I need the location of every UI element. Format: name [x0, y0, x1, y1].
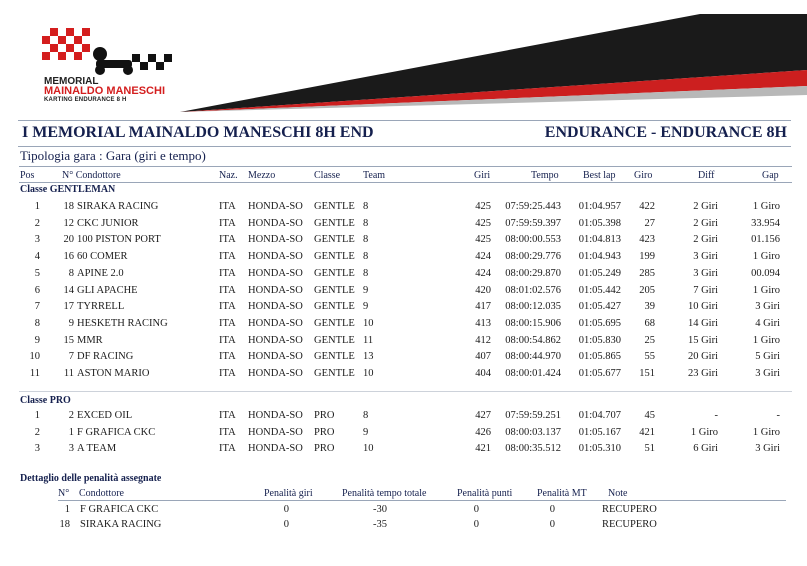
cell-bestlap: 01:05.830	[578, 334, 621, 346]
cell-giri: 427	[475, 410, 491, 421]
cell-giro: 27	[644, 217, 655, 229]
header-divider	[19, 182, 792, 183]
cell-naz: ITA	[219, 201, 236, 212]
cell-pos: 5	[34, 267, 40, 279]
pen-cell-note: RECUPERO	[602, 519, 657, 530]
cell-giri: 424	[475, 267, 491, 279]
cell-giro: 422	[639, 201, 655, 212]
col-bestlap: Best lap	[583, 170, 616, 181]
pen-cell-giri: 0	[283, 519, 289, 530]
penalties-title: Dettaglio delle penalità assegnate	[20, 473, 162, 484]
cell-classe: GENTLE	[314, 201, 355, 212]
cell-classe: GENTLE	[314, 217, 355, 229]
cell-giri: 421	[475, 443, 491, 455]
cell-classe: GENTLE	[314, 284, 355, 296]
cell-mezzo: HONDA-SO	[248, 334, 303, 346]
cell-naz: ITA	[219, 334, 236, 346]
cell-classe: GENTLE	[314, 317, 355, 329]
cell-mezzo: HONDA-SO	[248, 301, 303, 313]
cell-naz: ITA	[219, 317, 236, 329]
table-row	[0, 285, 807, 301]
cell-num: 3	[68, 443, 74, 455]
cell-name: APINE 2.0	[77, 267, 124, 279]
cell-tempo: 08:00:03.137	[505, 426, 561, 438]
cell-num: 18	[63, 201, 74, 212]
cell-giro: 205	[639, 284, 655, 296]
cell-bestlap: 01:04.707	[578, 410, 621, 421]
cell-gap: 3 Giri	[755, 443, 780, 455]
cell-naz: ITA	[219, 234, 236, 246]
cell-name: TYRRELL	[77, 301, 125, 313]
cell-mezzo: HONDA-SO	[248, 426, 303, 438]
col-giri: Giri	[474, 170, 491, 181]
logo-line-3: KARTING ENDURANCE 8 H	[44, 97, 127, 103]
cell-pos: 6	[34, 284, 40, 296]
cell-giri: 407	[475, 351, 491, 363]
cell-gap: 1 Giro	[752, 284, 780, 296]
cell-giro: 285	[639, 267, 655, 279]
col-tempo: Tempo	[531, 170, 559, 181]
pen-col-tempo: Penalità tempo totale	[342, 488, 427, 499]
cell-team: 10	[363, 443, 374, 455]
cell-giro: 55	[644, 351, 655, 363]
cell-pos: 8	[34, 317, 40, 329]
pen-cell-tempo: -35	[373, 519, 387, 530]
cell-bestlap: 01:05.310	[578, 443, 621, 455]
cell-giro: 423	[639, 234, 655, 246]
cell-giro: 25	[644, 334, 655, 346]
class-label: Classe PRO	[20, 395, 71, 406]
cell-mezzo: HONDA-SO	[248, 267, 303, 279]
cell-name: 100 PISTON PORT	[77, 234, 161, 246]
cell-diff: 2 Giri	[693, 234, 718, 246]
pen-col-note: Note	[608, 488, 628, 499]
col-diff: Diff	[698, 170, 715, 181]
cell-diff: 7 Giri	[693, 284, 718, 296]
cell-giri: 426	[475, 426, 491, 438]
cell-gap: 33.954	[751, 217, 780, 229]
cell-num: 15	[63, 334, 74, 346]
pen-cell-tempo: -30	[373, 504, 387, 515]
cell-mezzo: HONDA-SO	[248, 317, 303, 329]
cell-tempo: 08:00:29.776	[505, 251, 561, 263]
cell-giri: 424	[475, 251, 491, 263]
cell-tempo: 08:00:12.035	[505, 301, 561, 313]
penalties-divider	[58, 500, 786, 501]
logo-line-1: MEMORIAL	[44, 76, 99, 87]
cell-mezzo: HONDA-SO	[248, 234, 303, 246]
cell-diff: 23 Giri	[687, 368, 718, 379]
table-row	[0, 410, 807, 426]
cell-name: HESKETH RACING	[77, 317, 168, 329]
cell-name: F GRAFICA CKC	[77, 426, 156, 438]
pen-cell-mt: 0	[549, 504, 555, 515]
cell-bestlap: 01:05.677	[578, 368, 621, 379]
cell-pos: 9	[34, 334, 40, 346]
pen-cell-mt: 0	[549, 519, 555, 530]
col-giro: Giro	[634, 170, 653, 181]
table-row	[0, 318, 807, 334]
table-row	[0, 351, 807, 367]
cell-gap: -	[776, 410, 780, 421]
cell-team: 11	[363, 334, 374, 346]
cell-mezzo: HONDA-SO	[248, 351, 303, 363]
col-classe: Classe	[314, 170, 341, 181]
cell-name: DF RACING	[77, 351, 134, 363]
cell-diff: 3 Giri	[693, 267, 718, 279]
pen-cell-driver: F GRAFICA CKC	[80, 504, 159, 515]
table-row	[0, 218, 807, 234]
cell-tempo: 08:00:54.862	[505, 334, 561, 346]
pen-cell-note: RECUPERO	[602, 504, 657, 515]
pen-cell-giri: 0	[283, 504, 289, 515]
cell-giro: 45	[644, 410, 655, 421]
cell-gap: 01.156	[751, 234, 780, 246]
event-title: I MEMORIAL MAINALDO MANESCHI 8H END	[22, 124, 374, 141]
cell-giro: 51	[644, 443, 655, 455]
table-row	[0, 335, 807, 351]
cell-giro: 68	[644, 317, 655, 329]
cell-num: 17	[63, 301, 74, 313]
cell-team: 8	[363, 217, 369, 229]
cell-num: 8	[68, 267, 74, 279]
cell-naz: ITA	[219, 267, 236, 279]
cell-pos: 2	[34, 217, 40, 229]
cell-giro: 199	[639, 251, 655, 263]
pen-cell-num: 18	[59, 519, 70, 530]
cell-classe: GENTLE	[314, 301, 355, 313]
cell-team: 9	[363, 426, 369, 438]
cell-team: 9	[363, 301, 369, 313]
cell-mezzo: HONDA-SO	[248, 251, 303, 263]
cell-naz: ITA	[219, 443, 236, 455]
cell-tempo: 08:00:35.512	[505, 443, 561, 455]
race-type: Tipologia gara : Gara (giri e tempo)	[19, 148, 792, 167]
cell-name: A TEAM	[77, 443, 117, 455]
cell-classe: GENTLE	[314, 251, 355, 263]
cell-giri: 420	[475, 284, 491, 296]
cell-pos: 1	[34, 201, 40, 212]
cell-tempo: 08:00:01.424	[505, 368, 561, 379]
cell-giri: 412	[475, 334, 491, 346]
cell-diff: 15 Giri	[687, 334, 718, 346]
cell-naz: ITA	[219, 410, 236, 421]
cell-team: 8	[363, 201, 369, 212]
cell-tempo: 08:00:29.870	[505, 267, 561, 279]
cell-diff: 14 Giri	[687, 317, 718, 329]
cell-giro: 151	[639, 368, 655, 379]
cell-diff: 1 Giro	[690, 426, 718, 438]
cell-team: 10	[363, 317, 374, 329]
cell-giro: 39	[644, 301, 655, 313]
cell-name: SIRAKA RACING	[77, 201, 159, 212]
col-pos: Pos	[20, 170, 35, 181]
cell-classe: GENTLE	[314, 334, 355, 346]
cell-gap: 3 Giri	[755, 301, 780, 313]
cell-classe: PRO	[314, 443, 335, 455]
cell-giri: 425	[475, 201, 491, 212]
cell-team: 13	[363, 351, 374, 363]
table-row	[0, 443, 807, 459]
pen-col-punti: Penalità punti	[457, 488, 513, 499]
cell-team: 9	[363, 284, 369, 296]
cell-tempo: 07:59:59.397	[505, 217, 561, 229]
cell-mezzo: HONDA-SO	[248, 410, 303, 421]
cell-mezzo: HONDA-SO	[248, 284, 303, 296]
cell-pos: 1	[34, 410, 40, 421]
cell-num: 14	[63, 284, 74, 296]
table-row	[0, 268, 807, 284]
cell-gap: 3 Giri	[755, 368, 780, 379]
cell-bestlap: 01:05.865	[578, 351, 621, 363]
cell-bestlap: 01:05.249	[578, 267, 621, 279]
cell-classe: PRO	[314, 410, 335, 421]
pen-col-mt: Penalità MT	[537, 488, 587, 499]
cell-mezzo: HONDA-SO	[248, 368, 303, 379]
cell-classe: PRO	[314, 426, 335, 438]
cell-bestlap: 01:05.695	[578, 317, 621, 329]
cell-bestlap: 01:04.957	[578, 201, 621, 212]
cell-gap: 1 Giro	[752, 251, 780, 263]
cell-pos: 7	[34, 301, 40, 313]
cell-gap: 1 Giro	[752, 426, 780, 438]
table-row	[0, 234, 807, 250]
cell-diff: 3 Giri	[693, 251, 718, 263]
col-mezzo: Mezzo	[248, 170, 276, 181]
col-naz: Naz.	[219, 170, 238, 181]
cell-diff: -	[714, 410, 718, 421]
cell-naz: ITA	[219, 351, 236, 363]
cell-name: CKC JUNIOR	[77, 217, 139, 229]
cell-name: GLI APACHE	[77, 284, 138, 296]
cell-bestlap: 01:05.167	[578, 426, 621, 438]
cell-name: MMR	[77, 334, 103, 346]
cell-giri: 413	[475, 317, 491, 329]
cell-tempo: 08:00:15.906	[505, 317, 561, 329]
cell-num: 2	[68, 410, 74, 421]
cell-bestlap: 01:05.442	[578, 284, 621, 296]
cell-pos: 10	[29, 351, 40, 363]
cell-classe: GENTLE	[314, 351, 355, 363]
cell-tempo: 08:00:44.970	[505, 351, 561, 363]
cell-pos: 2	[34, 426, 40, 438]
cell-bestlap: 01:04.813	[578, 234, 621, 246]
cell-tempo: 08:01:02.576	[505, 284, 561, 296]
cell-giri: 425	[475, 234, 491, 246]
cell-diff: 6 Giri	[693, 443, 718, 455]
pen-cell-num: 1	[64, 504, 70, 515]
cell-gap: 5 Giri	[755, 351, 780, 363]
cell-num: 16	[63, 251, 74, 263]
cell-naz: ITA	[219, 251, 236, 263]
cell-classe: GENTLE	[314, 234, 355, 246]
cell-team: 8	[363, 410, 369, 421]
cell-gap: 1 Giro	[752, 201, 780, 212]
table-row	[0, 301, 807, 317]
cell-naz: ITA	[219, 217, 236, 229]
cell-giri: 417	[475, 301, 491, 313]
cell-tempo: 07:59:59.251	[505, 410, 561, 421]
logo-line-2: MAINALDO MANESCHI	[44, 85, 165, 97]
pen-cell-driver: SIRAKA RACING	[80, 519, 162, 530]
checkered-flag-icon	[38, 22, 188, 77]
col-team: Team	[363, 170, 386, 181]
cell-naz: ITA	[219, 284, 236, 296]
cell-num: 1	[68, 426, 74, 438]
cell-pos: 4	[34, 251, 40, 263]
class-divider	[19, 391, 792, 392]
penalty-row	[0, 504, 807, 520]
cell-team: 8	[363, 267, 369, 279]
cell-mezzo: HONDA-SO	[248, 201, 303, 212]
cell-naz: ITA	[219, 426, 236, 438]
pen-cell-punti: 0	[473, 519, 479, 530]
cell-num: 7	[68, 351, 74, 363]
cell-num: 11	[63, 368, 74, 379]
cell-gap: 1 Giro	[752, 334, 780, 346]
pen-col-giri: Penalità giri	[264, 488, 313, 499]
cell-mezzo: HONDA-SO	[248, 217, 303, 229]
event-category: ENDURANCE - ENDURANCE 8H	[544, 124, 787, 141]
pen-col-num: N°	[58, 488, 70, 499]
cell-team: 8	[363, 234, 369, 246]
cell-name: EXCED OIL	[77, 410, 133, 421]
cell-num: 20	[63, 234, 74, 246]
cell-tempo: 07:59:25.443	[505, 201, 561, 212]
cell-mezzo: HONDA-SO	[248, 443, 303, 455]
cell-diff: 10 Giri	[687, 301, 718, 313]
cell-diff: 2 Giri	[693, 201, 718, 212]
cell-pos: 3	[34, 443, 40, 455]
cell-pos: 3	[34, 234, 40, 246]
table-row	[0, 251, 807, 267]
cell-name: 60 COMER	[77, 251, 128, 263]
cell-giri: 425	[475, 217, 491, 229]
cell-name: ASTON MARIO	[77, 368, 150, 379]
cell-bestlap: 01:05.398	[578, 217, 621, 229]
class-label: Classe GENTLEMAN	[20, 184, 116, 195]
cell-pos: 11	[29, 368, 40, 379]
cell-naz: ITA	[219, 368, 236, 379]
pen-col-driver: Condottore	[79, 488, 124, 499]
col-gap: Gap	[762, 170, 779, 181]
pen-cell-punti: 0	[473, 504, 479, 515]
cell-bestlap: 01:05.427	[578, 301, 621, 313]
table-row	[0, 427, 807, 443]
cell-team: 10	[363, 368, 374, 379]
cell-giro: 421	[639, 426, 655, 438]
cell-classe: GENTLE	[314, 368, 355, 379]
cell-classe: GENTLE	[314, 267, 355, 279]
cell-num: 12	[63, 217, 74, 229]
cell-team: 8	[363, 251, 369, 263]
cell-gap: 4 Giri	[755, 317, 780, 329]
cell-bestlap: 01:04.943	[578, 251, 621, 263]
cell-num: 9	[68, 317, 74, 329]
cell-diff: 20 Giri	[687, 351, 718, 363]
cell-diff: 2 Giri	[693, 217, 718, 229]
cell-giri: 404	[475, 368, 491, 379]
cell-tempo: 08:00:00.553	[505, 234, 561, 246]
table-row	[0, 368, 807, 384]
table-row	[0, 201, 807, 217]
col-num-driver: N° Condottore	[62, 170, 121, 181]
penalty-row	[0, 519, 807, 535]
cell-gap: 00.094	[751, 267, 780, 279]
cell-naz: ITA	[219, 301, 236, 313]
